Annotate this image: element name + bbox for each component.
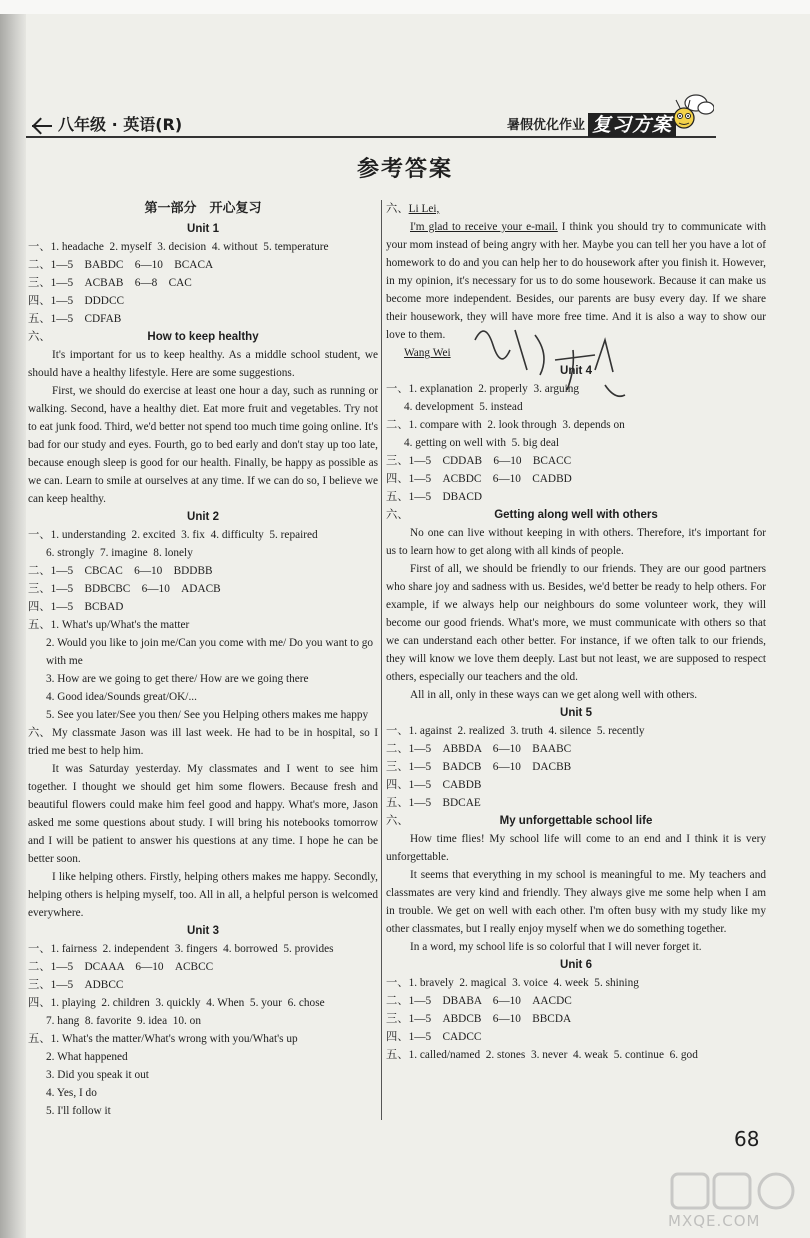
unit2-line: 2. Would you like to join me/Can you come with me/ Do you want to go with me	[46, 637, 374, 667]
unit2-line: 四、1—5 BCBAD	[28, 601, 124, 613]
unit3-line: 4. Yes, I do	[46, 1087, 97, 1099]
arrow-icon	[32, 121, 54, 131]
unit4-essay-title: Getting along well with others	[494, 509, 658, 521]
part-heading: 第一部分 开心复习	[144, 201, 262, 216]
unit2-line: 五、1. What's up/What's the matter	[28, 619, 190, 631]
unit3-line: 二、1—5 DCAAA 6—10 ACBCC	[28, 961, 214, 973]
unit2-line: 一、1. understanding 2. excited 3. fix 4. difficulty 5. repaired	[28, 529, 318, 541]
unit5-six-label: 六、	[386, 815, 409, 827]
unit3-line: 5. I'll follow it	[46, 1105, 111, 1117]
unit4-title: Unit 4	[560, 365, 592, 377]
watermark-logo-icon	[668, 1168, 808, 1214]
unit4-line: 四、1—5 ACBDC 6—10 CADBD	[386, 473, 572, 485]
unit6-line: 三、1—5 ABDCB 6—10 BBCDA	[386, 1013, 572, 1025]
unit1-line: 一、1. headache 2. myself 3. decision 4. without 5. temperature	[28, 241, 329, 253]
unit1-essay	[28, 346, 378, 508]
unit6-line: 一、1. bravely 2. magical 3. voice 4. week 5. shining	[386, 977, 639, 989]
unit1-six-label: 六、	[28, 331, 51, 343]
series-brand: 复习方案	[588, 113, 676, 137]
unit3-line: 四、1. playing 2. children 3. quickly 4. When 5. your 6. chose	[28, 997, 325, 1009]
page-number: 68	[734, 1127, 760, 1151]
unit4-essay	[386, 524, 766, 704]
unit5-essay-title: My unforgettable school life	[499, 815, 653, 827]
unit1-essay-title: How to keep healthy	[147, 331, 259, 343]
unit6-line: 四、1—5 CADCC	[386, 1031, 482, 1043]
unit6-title: Unit 6	[560, 959, 592, 971]
unit1-line: 二、1—5 BABDC 6—10 BCACA	[28, 259, 214, 271]
unit2-line: 5. See you later/See you then/ See you Helping others makes me happy	[46, 709, 369, 721]
unit4-line: 五、1—5 DBACD	[386, 491, 483, 503]
unit5-essay	[386, 830, 766, 956]
series-subtitle: 暑假优化作业	[506, 118, 585, 133]
essay-paragraph: In a word, my school life is so colorful that I will never forget it.	[410, 941, 702, 953]
unit3-line: 三、1—5 ADBCC	[28, 979, 124, 991]
unit3-line: 7. hang 8. favorite 9. idea 10. on	[46, 1015, 201, 1027]
unit2-line: 3. How are we going to get there/ How are we going there	[46, 673, 309, 685]
essay-paragraph: It seems that everything in my school is meaningful to me. My teachers and classmates are very kind and friendly. They always give me some help when I am in trouble. We get on well with each other. I'm often busy with my study like my other classmates, but I really enjoy myself when we do something together.	[386, 869, 766, 935]
unit3-line: 一、1. fairness 2. independent 3. fingers 4. borrowed 5. provides	[28, 943, 334, 955]
essay-paragraph: I like helping others. Firstly, helping others makes me happy. Secondly, helping others is helping myself, too. All in all, a helpful person is welcomed everywhere.	[28, 871, 378, 919]
essay-paragraph: First of all, we should be friendly to our friends. They are our good partners who share joy and sadness with us. Besides, we'd better be ready to help others. For example, if we always help our neighbours do some volunteer work, they will become our good friends. What's more, we must communicate with others so that we can understand each other better. For instance, if we often talk to our friends, they will know we love them deeply. Last but not least, we are supposed to respect others, especially our teachers and the old.	[386, 563, 766, 683]
series-title	[507, 110, 676, 137]
letter-signature: Wang Wei	[404, 347, 451, 359]
section-six-label: 六、	[386, 203, 409, 215]
top-margin	[0, 0, 810, 14]
essay-paragraph: How time flies! My school life will come to an end and I think it is very unforgettable.	[386, 833, 766, 863]
unit5-title: Unit 5	[560, 707, 592, 719]
unit1-line: 四、1—5 DDDCC	[28, 295, 125, 307]
unit4-line: 4. getting on well with 5. big deal	[404, 437, 559, 449]
left-column	[28, 200, 378, 1120]
unit5-line: 四、1—5 CABDB	[386, 779, 482, 791]
unit5-line: 三、1—5 BADCB 6—10 DACBB	[386, 761, 572, 773]
unit6-line: 五、1. called/named 2. stones 3. never 4. weak 5. continue 6. god	[386, 1049, 698, 1061]
essay-paragraph: No one can live without keeping in with others. Therefore, it's important for us to learn how to get along with all kinds of people.	[386, 527, 766, 557]
essay-paragraph: It's important for us to keep healthy. As a middle school student, we should have a healthy lifestyle. Here are some suggestions.	[28, 349, 378, 379]
unit4-line: 一、1. explanation 2. properly 3. arguing	[386, 383, 580, 395]
unit2-line: 二、1—5 CBCAC 6—10 BDDBB	[28, 565, 213, 577]
unit2-line: 三、1—5 BDBCBC 6—10 ADACB	[28, 583, 221, 595]
site-watermark	[668, 1168, 808, 1238]
essay-paragraph: My classmate Jason was ill last week. He had to be in hospital, so I tried me best to help him.	[28, 727, 378, 757]
unit4-six-label: 六、	[386, 509, 409, 521]
unit2-title: Unit 2	[187, 511, 219, 523]
unit3-title: Unit 3	[187, 925, 219, 937]
unit5-line: 一、1. against 2. realized 3. truth 4. silence 5. recently	[386, 725, 645, 737]
unit4-line: 三、1—5 CDDAB 6—10 BCACC	[386, 455, 572, 467]
letter-opening: I'm glad to receive your e-mail.	[410, 221, 558, 233]
handwritten-scribble	[455, 300, 645, 420]
unit3-line: 五、1. What's the matter/What's wrong with you/What's up	[28, 1033, 298, 1045]
unit1-line: 五、1—5 CDFAB	[28, 313, 122, 325]
essay-paragraph: First, we should do exercise at least one hour a day, such as running or walking. Second, have a healthy diet. Eat more fruit and vegetables. Try not to eat junk food. Third, we'd better not spend too much time going online. It's bad for our study and eyes. Fourth, go to bed early and don't stay up too late, because enough sleep is good for our health. Finally, be happy as possible as we can. Learn to smile at ourselves at any time. If we can do so, I believe we can keep healthy.	[28, 385, 378, 505]
unit6-line: 二、1—5 DBABA 6—10 AACDC	[386, 995, 572, 1007]
unit1-title: Unit 1	[187, 223, 219, 235]
letter-rest: I think you should try to communicate with your mom instead of being angry with her. Maybe you can tell her you have a lot of homework to do and you can help her to do housework after you finish it. However, in my opinion, it's necessary for us to do some housework. Because it can make us become more independent. Besides, our parents are busy every day. If we share their housework, they will have more free time. And it is also a way to show our love to them.	[386, 221, 766, 341]
unit1-line: 三、1—5 ACBAB 6—8 CAC	[28, 277, 192, 289]
letter-greeting-line	[386, 200, 766, 218]
essay-paragraph: It was Saturday yesterday. My classmates and I went to see him together. I thought we should get him some flowers. Because fresh and beautiful flowers could make him feel good and happy. What's more, Jason asked me some questions about study. I will bring his notebooks tomorrow and I will be patient to answer his questions at any time. I hope he can be better soon.	[28, 763, 378, 865]
unit2-line: 6. strongly 7. imagine 8. lonely	[46, 547, 193, 559]
unit4-line: 二、1. compare with 2. look through 3. depends on	[386, 419, 625, 431]
bee-mascot-icon	[666, 92, 714, 134]
book-binding-shadow	[0, 14, 26, 1238]
unit2-essay	[28, 724, 378, 922]
letter-greeting: Li Lei,	[408, 203, 440, 215]
unit4-line: 4. development 5. instead	[404, 401, 523, 413]
page-title: 参考答案	[356, 157, 453, 182]
unit2-six-label: 六、	[28, 727, 51, 739]
column-divider	[381, 200, 382, 1120]
watermark-text: MXQE.COM	[668, 1212, 761, 1230]
unit5-line: 二、1—5 ABBDA 6—10 BAABC	[386, 743, 572, 755]
unit2-line: 4. Good idea/Sounds great/OK/...	[46, 691, 197, 703]
grade-subject-label: 八年级 · 英语(R)	[32, 112, 182, 135]
page-header	[26, 108, 716, 138]
unit3-line: 3. Did you speak it out	[46, 1069, 149, 1081]
essay-paragraph: All in all, only in these ways can we get along well with others.	[410, 689, 698, 701]
unit5-line: 五、1—5 BDCAE	[386, 797, 481, 809]
unit3-line: 2. What happened	[46, 1051, 128, 1063]
